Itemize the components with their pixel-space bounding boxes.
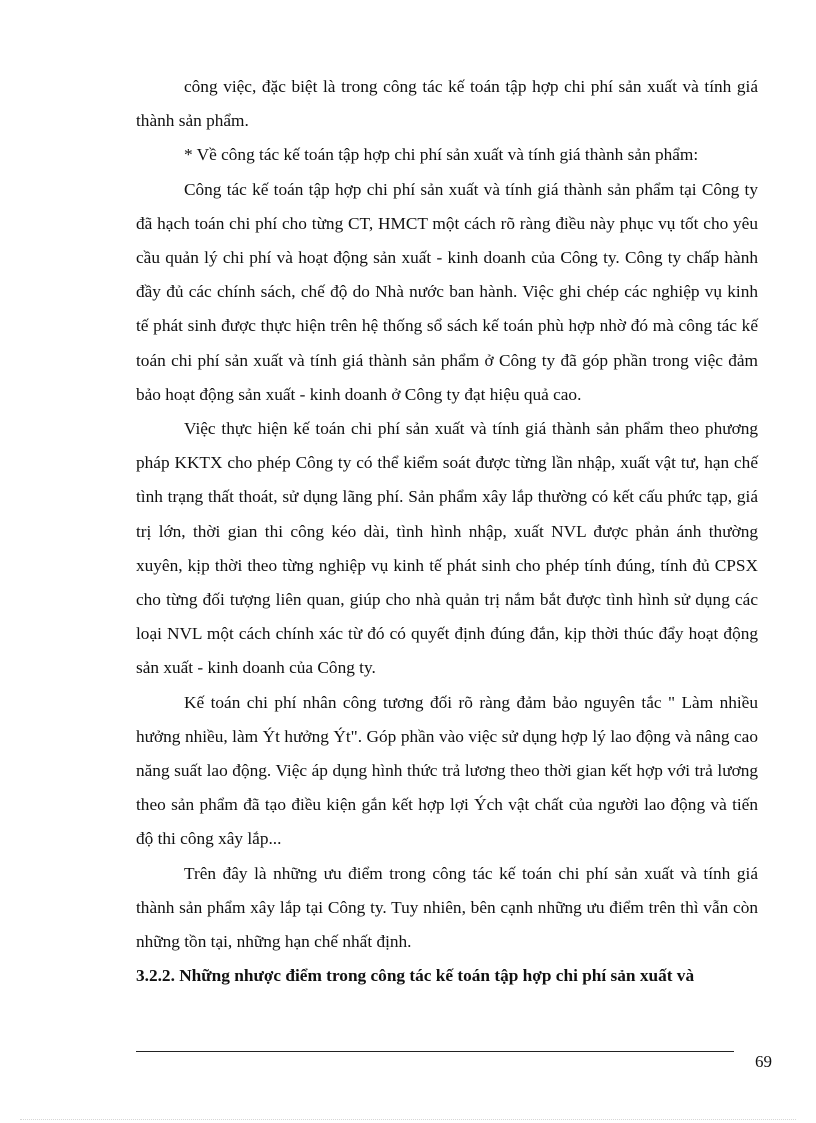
paragraph-3: Công tác kế toán tập hợp chi phí sản xuất và tính giá thành sản phẩm tại Công ty đã hạch toán chi phí cho từng CT, HMCT một cách rõ ràng điều này phục vụ tốt cho yêu cầu quản lý chi phí và hoạt động sản xuất - kinh doanh của Công ty. Công ty chấp hành đầy đủ các chính sách, chế độ do Nhà nước ban hành. Việc ghi chép các nghiệp vụ kinh tế phát sinh được thực hiện trên hệ thống sổ sách kế toán phù hợp nhờ đó mà công tác kế toán chi phí sản xuất và tính giá thành sản phẩm ở Công ty đã góp phần trong việc đảm bảo hoạt động sản xuất - kinh doanh ở Công ty đạt hiệu quả cao. [136,179,758,404]
paragraph-2: * Về công tác kế toán tập hợp chi phí sản xuất và tính giá thành sản phẩm: [184,145,699,165]
paragraph-1: công việc, đặc biệt là trong công tác kế toán tập hợp chi phí sản xuất và tính giá thành sản phẩm. [136,77,758,131]
paragraph-6: Trên đây là những ưu điểm trong công tác kế toán chi phí sản xuất và tính giá thành sản phẩm xây lắp tại Công ty. Tuy nhiên, bên cạnh những ưu điểm trên thì vẫn còn những tồn tại, những hạn chế nhất định. [136,863,758,952]
paragraph-4: Việc thực hiện kế toán chi phí sản xuất và tính giá thành sản phẩm theo phương pháp KKTX cho phép Công ty có thể kiểm soát được từng lần nhập, xuất vật tư, hạn chế tình trạng thất thoát, sử dụng lãng phí. Sản phẩm xây lắp thường có kết cấu phức tạp, giá trị lớn, thời gian thi công kéo dài, tình hình nhập, xuất NVL được phản ánh thường xuyên, kịp thời theo từng nghiệp vụ kinh tế phát sinh cho phép tính đúng, tính đủ CPSX cho từng đối tượng liên quan, giúp cho nhà quản trị nắm bắt được tình hình sử dụng các loại NVL một cách chính xác từ đó có quyết định đúng đắn, kịp thời thúc đẩy hoạt động sản xuất - kinh doanh của Công ty. [136,419,758,678]
section-heading: 3.2.2. Những nhược điểm trong công tác kế toán tập hợp chi phí sản xuất và [136,966,695,986]
body-text [136,70,758,993]
paragraph-5: Kế toán chi phí nhân công tương đối rõ ràng đảm bảo nguyên tắc " Làm nhiều hưởng nhiều, làm Ýt hưởng Ýt". Góp phần vào việc sử dụng hợp lý lao động và nâng cao năng suất lao động. Việc áp dụng hình thức trả lương theo thời gian kết hợp với trả lương theo sản phẩm đã tạo điều kiện gắn kết hợp lợi Ých vật chất của người lao động và tiến độ thi công xây lắp... [136,692,758,849]
footer-divider [136,1051,734,1052]
page-edge-divider [20,1119,796,1120]
page-number: 69 [755,1052,772,1071]
